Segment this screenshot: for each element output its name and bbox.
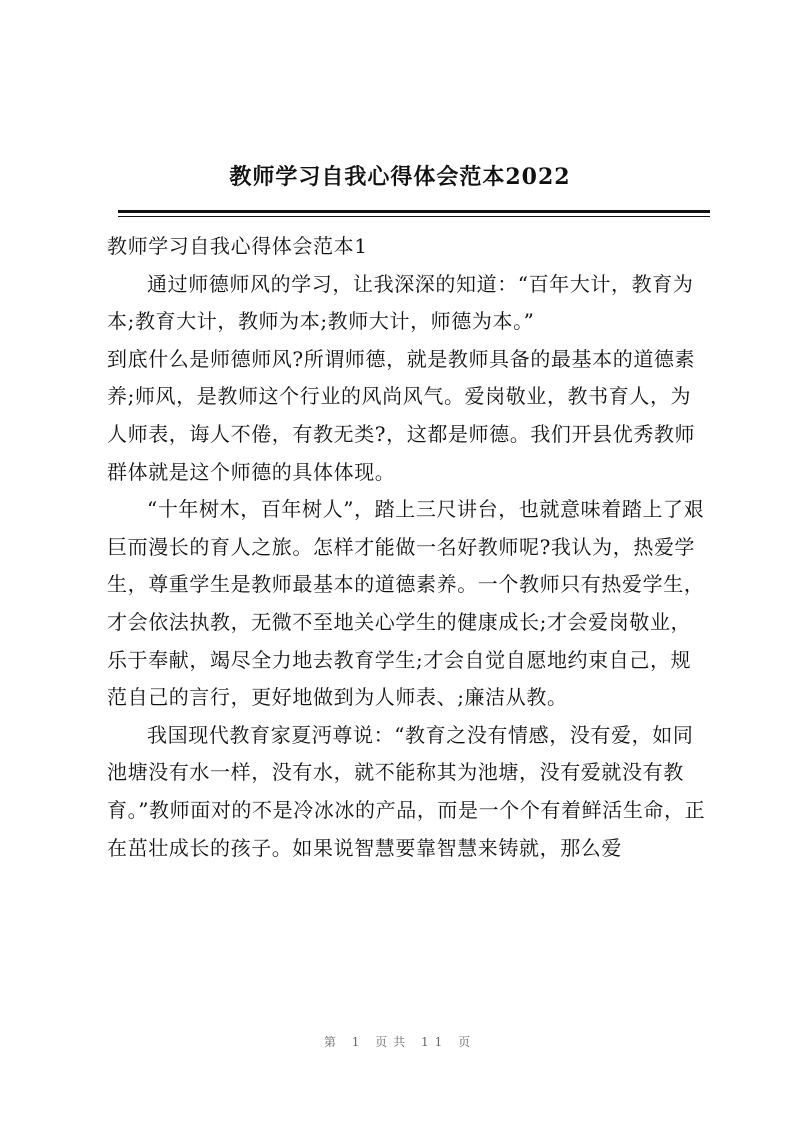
paragraph: “十年树木，百年树人”，踏上三尺讲台，也就意味着踏上了艰巨而漫长的育人之旅。怎样才能做一名好教师呢?我认为，热爱学生，尊重学生是教师最基本的道德素养。一个教师只有热爱学生，才会依法执教，无微不至地关心学生的健康成长;才会爱岗敬业，乐于奉献，竭尽全力地去教育学生;才会自觉自愿地约束自己，规范自己的言行，更好地做到为人师表、;廉洁从教。 — [107, 497, 705, 710]
title-divider-thin — [118, 216, 710, 217]
paragraph: 通过师德师风的学习，让我深深的知道：“百年大计，教育为本;教育大计，教师为本;教师大计，师德为本。” — [107, 271, 694, 334]
title-divider-thick — [118, 210, 710, 213]
page-title: 教师学习自我心得体会范本2022 — [229, 164, 571, 190]
section-heading: 教师学习自我心得体会范本1 — [107, 234, 368, 258]
paragraph: 到底什么是师德师风?所谓师德，就是教师具备的最基本的道德素养;师风，是教师这个行业的风尚风气。爱岗敬业，教书育人，为人师表，诲人不倦，有教无类?，这都是师德。我们开县优秀教师群体就是这个师德的具体体现。 — [107, 346, 696, 484]
paragraph: 我国现代教育家夏沔尊说：“教育之没有情感，没有爱，如同池塘没有水一样，没有水，就不能称其为池塘，没有爱就没有教育。”教师面对的不是冷冰冰的产品，而是一个个有着鲜活生命，正在茁壮成长的孩子。如果说智慧要靠智慧来铸就，那么爱 — [107, 722, 706, 860]
document-body — [107, 228, 707, 867]
page-number-footer: 第 1 页共 11 页 — [323, 1035, 477, 1049]
